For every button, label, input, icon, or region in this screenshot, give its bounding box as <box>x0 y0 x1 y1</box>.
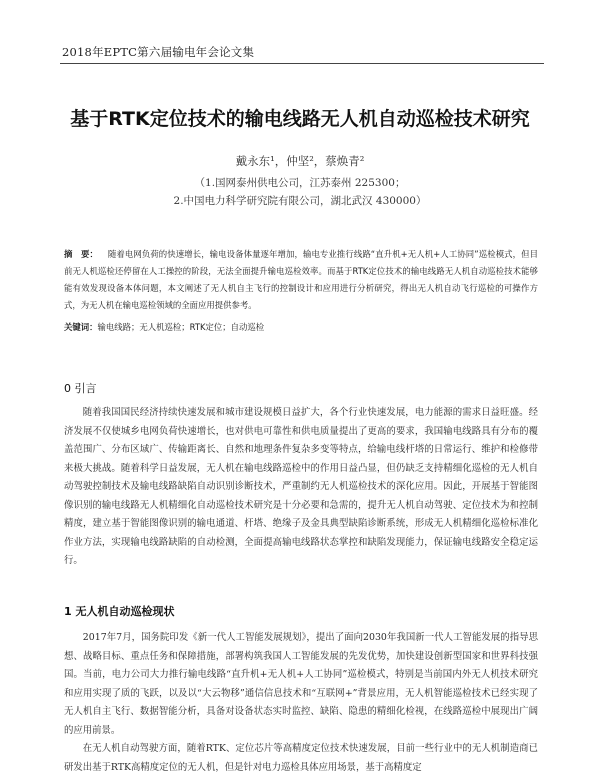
paper-title: 基于RTK定位技术的输电线路无人机自动巡检技术研究 <box>70 108 530 130</box>
keywords <box>64 321 538 333</box>
header-rule <box>60 63 544 64</box>
affiliation-2: 2.中国电力科学研究院有限公司，湖北武汉 430000） <box>173 195 427 207</box>
section-heading-introduction: 0 引言 <box>64 382 97 395</box>
section-heading-status: 1 无人机自动巡检现状 <box>64 605 175 618</box>
status-paragraph-1: 2017年7月，国务院印发《新一代人工智能发展规划》，提出了面向2030年我国新一代人工智能发展的指导思想、战略目标、重点任务和保障措施，部署构筑我国人工智能发展的先发优势，加快建设创新型国家和世界科技强国。当前，电力公司大力推行输电线路“直升机+无人机+人工协同”巡检模式，特别是当前国内外无人机技术研究和应用实现了质的飞跃，以及以“大云物移”通信信息技术和“互联网+”背景应用，无人机智能巡检技术已经实现了无人机自主飞行、数据智能分析，具备对设备状态实时监控、缺陷、隐患的精细化检视，在线路巡检中展现出广阔的应用前景。 <box>64 632 538 736</box>
running-header: 2018年EPTC第六届输电年会论文集 <box>62 45 255 59</box>
abstract-text: 随着电网负荷的快速增长，输电设备体量逐年增加，输电专业推行线路“直升机+无人机+人工协同”巡检模式，但目前无人机巡检还停留在人工操控的阶段，无法全面提升输电巡检效率。而基于RTK定位技术的输电线路无人机自动巡检技术能够能有效发现设备本体问题，本文阐述了无人机自主飞行的控制设计和应用进行分析研究，得出无人机自动飞行巡检的可操作方式，为无人机在输电巡检领域的全面应用提供参考。 <box>64 249 538 310</box>
abstract-label: 摘 要： <box>64 249 98 259</box>
keywords-label: 关键词： <box>64 322 98 332</box>
status-paragraph-2: 在无人机自动驾驶方面，随着RTK、定位芯片等高精度定位技术快速发展，目前一些行业中的无人机制造商已研发出基于RTK高精度定位的无人机，但是针对电力巡检具体应用场景，基于高精度定 <box>64 743 538 773</box>
keywords-text: 输电线路；无人机巡检；RTK定位；自动巡检 <box>97 322 265 332</box>
affiliation-1: （1.国网泰州供电公司，江苏泰州 225300； <box>194 177 406 189</box>
author-list: 戴永东¹，仲坚²，蔡焕青² <box>235 154 365 168</box>
abstract <box>64 246 538 314</box>
introduction-paragraph: 随着我国国民经济持续快速发展和城市建设规模日益扩大，各个行业快速发展，电力能源的需求日益旺盛。经济发展不仅使城乡电网负荷快速增长，也对供电可靠性和供电质量提出了更高的要求，我国输电线路具有分布的覆盖范围广、分布区域广、传输距离长、自然和地理条件复杂多变等特点，给输电线杆塔的日常运行、维护和检修带来极大挑战。随着科学日益发展，无人机在输电线路巡检中的作用日益凸显，但仍缺乏支持精细化巡检的无人机自动驾驶控制技术及输电线路缺陷自动识别诊断技术，严重制约无人机巡检技术的深化应用。因此，开展基于智能图像识别的输电线路无人机精细化自动巡检技术研究是十分必要和急需的，提升无人机自动驾驶、定位技术为和控制精度，建立基于智能图像识别的输电通道、杆塔、绝缘子及金具典型缺陷诊断系统，形成无人机精细化巡检标准化作业方法，实现输电线路缺陷的自动检测，全面提高输电线路状态掌控和缺陷发现能力，保证输电线路安全稳定运行。 <box>64 407 538 566</box>
